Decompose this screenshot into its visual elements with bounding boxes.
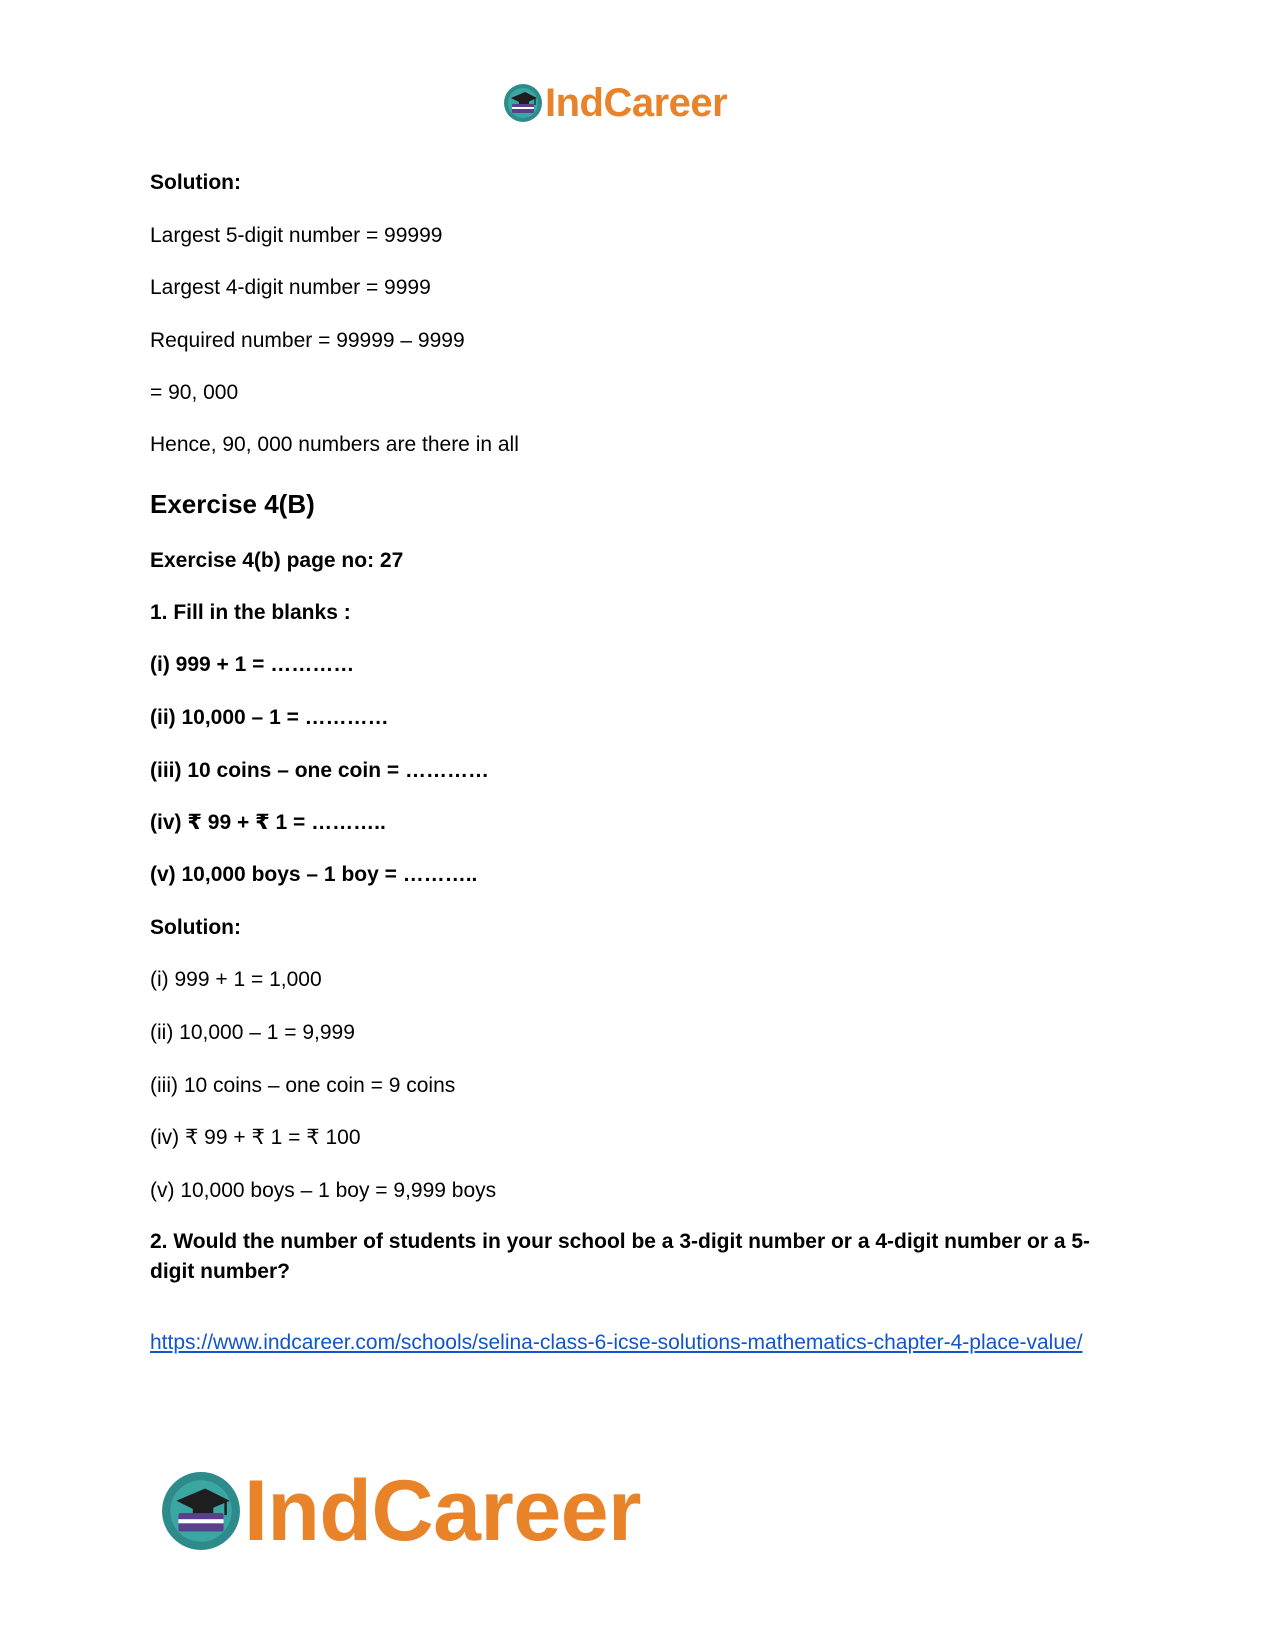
- solution-label: Solution:: [150, 171, 241, 194]
- question-title: 2. Would the number of students in your school be a 3-digit number or a 4-digit number or a 5-digit number?: [150, 1230, 1091, 1283]
- solution-line: Largest 4-digit number = 9999: [150, 276, 431, 299]
- question-item: (iii) 10 coins – one coin = …………: [150, 759, 489, 782]
- question-item: (ii) 10,000 – 1 = …………: [150, 706, 389, 729]
- solution-line: = 90, 000: [150, 381, 239, 404]
- solution-label: Solution:: [150, 916, 241, 939]
- brand-name: IndCareer: [244, 1463, 641, 1559]
- question-title: 1. Fill in the blanks :: [150, 601, 351, 624]
- exercise-heading: Exercise 4(B): [150, 489, 315, 519]
- graduation-cap-book-icon: [160, 1470, 242, 1552]
- header-logo: [503, 80, 727, 126]
- brand-name: IndCareer: [545, 81, 728, 125]
- question-item: (v) 10,000 boys – 1 boy = ………..: [150, 863, 478, 886]
- question-item: (i) 999 + 1 = …………: [150, 653, 355, 676]
- question-item: (iv) ₹ 99 + ₹ 1 = ………..: [150, 811, 386, 834]
- exercise-page-label: Exercise 4(b) page no: 27: [150, 549, 404, 572]
- solution-line: Largest 5-digit number = 99999: [150, 224, 443, 247]
- solution-conclusion: Hence, 90, 000 numbers are there in all: [150, 433, 519, 456]
- answer-item: (iv) ₹ 99 + ₹ 1 = ₹ 100: [150, 1126, 361, 1149]
- answer-item: (v) 10,000 boys – 1 boy = 9,999 boys: [150, 1179, 497, 1202]
- answer-item: (ii) 10,000 – 1 = 9,999: [150, 1021, 355, 1044]
- graduation-cap-book-icon: [503, 83, 543, 123]
- solution-line: Required number = 99999 – 9999: [150, 329, 465, 352]
- footer-logo: [160, 1463, 641, 1559]
- source-link[interactable]: https://www.indcareer.com/schools/selina-class-6-icse-solutions-mathematics-chapter-4-place-value/: [150, 1331, 1083, 1354]
- answer-item: (iii) 10 coins – one coin = 9 coins: [150, 1074, 456, 1097]
- answer-item: (i) 999 + 1 = 1,000: [150, 968, 322, 991]
